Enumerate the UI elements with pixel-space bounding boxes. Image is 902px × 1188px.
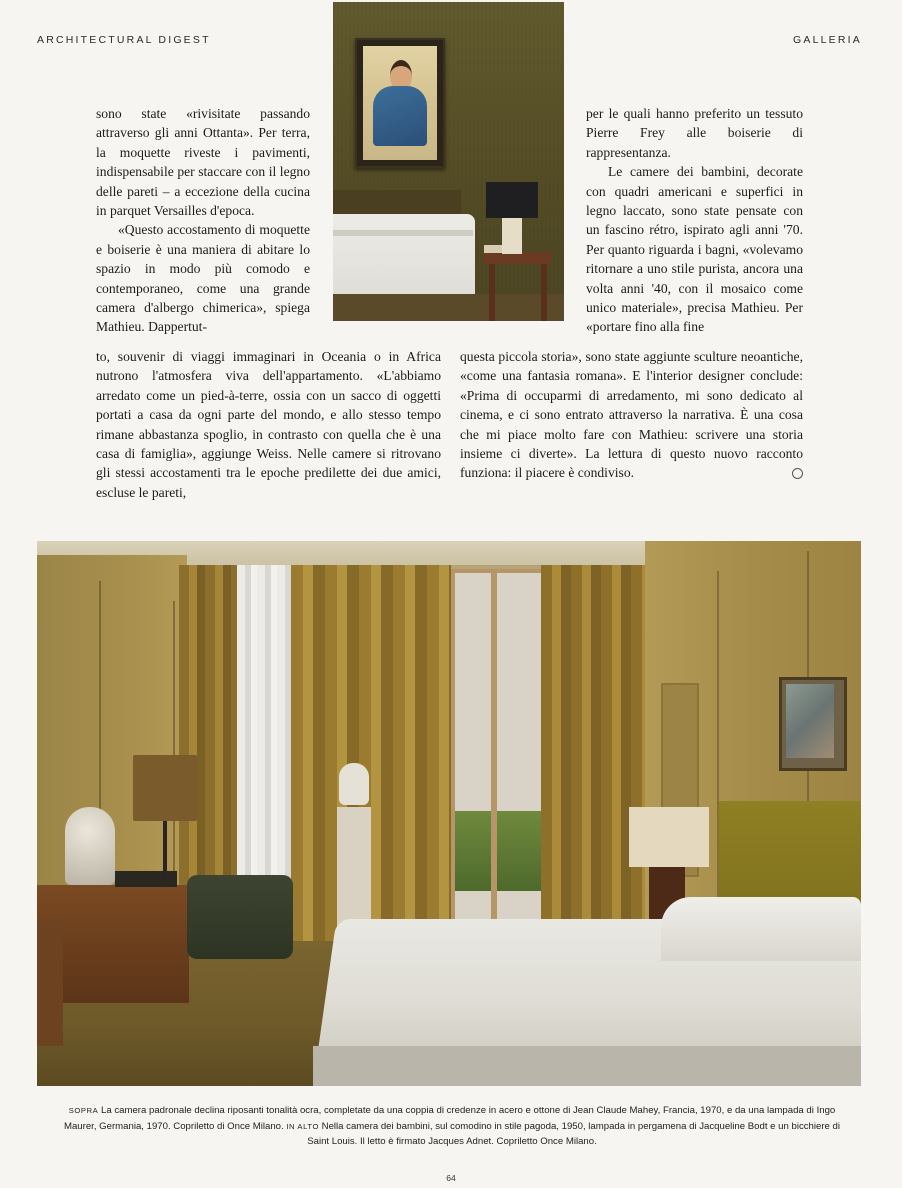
text-column-right-upper [586,104,803,337]
pillow [661,897,861,961]
caption-tag-top: IN ALTO [286,1121,319,1131]
curtain [541,565,645,937]
floor-lamp [133,755,197,821]
photo-children-bedroom [333,2,564,321]
table-lamp [629,807,709,867]
running-header-publication: ARCHITECTURAL DIGEST [37,34,211,46]
text-column-left-upper [96,104,310,337]
photo-caption [60,1103,844,1150]
books [115,871,177,887]
armchair [187,875,293,959]
curtain [291,565,451,945]
marble-bust [65,807,115,885]
end-of-article-mark [792,468,803,479]
bust-on-plinth [339,763,369,805]
paragraph: per le quali hanno preferito un tessuto Pierre Frey alle boiserie di rappresentanza. [586,106,803,160]
lamp-base [502,218,522,254]
lamp-shade [486,182,538,218]
running-header-section: GALLERIA [793,34,862,46]
paragraph: «Questo accostamento di moquette e boiserie è una maniera di abitare lo spazio in modo più comodo e contemporaneo, come una grande camera d'albergo chimerica», spiega Mathieu. Dappertut- [96,222,310,335]
photo-master-bedroom [37,541,861,1086]
paragraph: Le camere dei bambini, decorate con quadri americani e superfici in legno laccato, sono state pensate con un fascino rétro, ispirato agli anni '70. Per quanto riguarda i bagni, «volevamo ritornare a uno stile purista, ancora una volta anni '40, con il mosaico come unico materiale», precisa Mathieu. Per «portare fino alla fine [586,164,803,335]
paragraph: sono state «rivisitate passando attraverso gli anni Ottanta». Per terra, la moquette riveste i pavimenti, indispensabile per staccare con il legno delle pareti – a eccezione della cucina in parquet Versailles d'epoca. [96,106,310,219]
framed-portrait-painting [355,38,445,168]
paragraph: questa piccola storia», sono state aggiunte sculture neoantiche, «come una fantasia romana». E l'interior designer conclude: «Prima di occuparmi di arredamento, mi sono dedicato al cinema, e ci sono entrato attraverso la narrativa. È una cosa che mi piace molto fare con Mathieu: scrivere una storia insieme ci diverte». La lettura di questo nuovo racconto funziona: il piacere è condiviso. [460,349,803,481]
text-column-right-lower [460,347,803,483]
sheer-curtain [237,565,293,885]
caption-text-above: La camera padronale declina riposanti tonalità ocra, completate da una coppia di credenze in acero e ottone di Jean Claude Mahey, Francia, 1970, e da una lampada di Ingo Maurer, Germania, 1970. Copriletto di Once Milano. [63,1105,836,1132]
floor [333,294,564,321]
caption-text-top: Nella camera dei bambini, sul comodino in stile pagoda, 1950, lampada in pergamena di Jacqueline Bodt e un bicchiere di Saint Louis. Il letto è firmato Jacques Adnet. Copriletto Once Milano. [307,1120,841,1148]
page-number: 64 [446,1173,456,1183]
paragraph: to, souvenir di viaggi immaginari in Oceania o in Africa nutrono l'atmosfera viva dell'appartamento. «L'abbiamo arredato come un pied-à-terre, ossia con un sacco di oggetti portati a casa da ogni parte del mondo, e allo stesso tempo rimane abbastanza spoglio, in contrasto con quella che è una casa di famiglia», aggiunge Weiss. Nelle camere si ritrovano gli stessi accostamenti tra le epoche predilette dei due amici, escluse le pareti, [96,349,441,500]
text-column-left-lower [96,347,441,502]
caption-tag-above: SOPRA [68,1106,99,1115]
